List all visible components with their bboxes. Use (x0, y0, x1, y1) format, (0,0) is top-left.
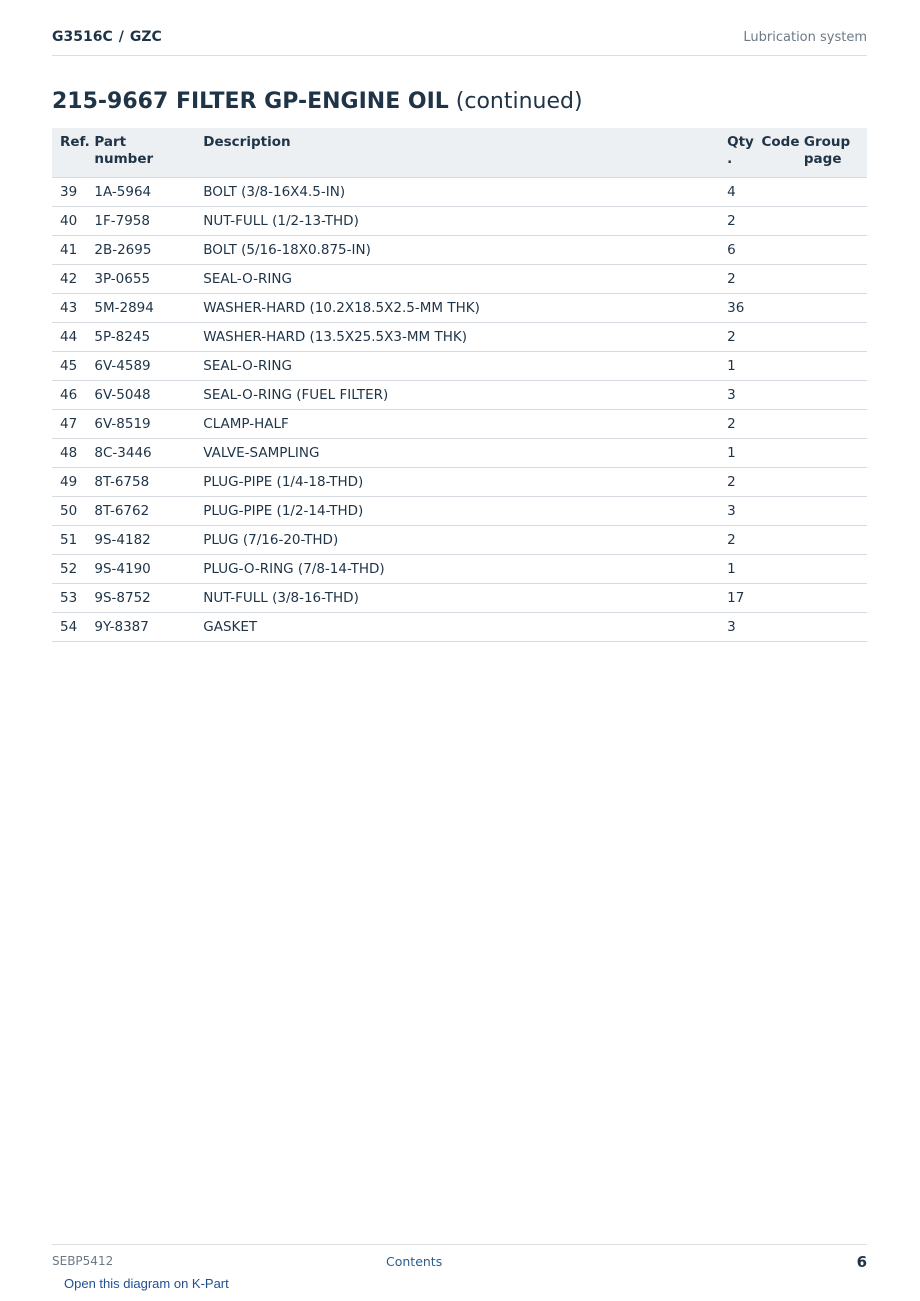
table-row (52, 236, 867, 265)
cell-part-number: 8T-6758 (86, 468, 195, 497)
cell-part-number: 2B-2695 (86, 236, 195, 265)
cell-part-number: 3P-0655 (86, 265, 195, 294)
cell-ref: 52 (52, 555, 86, 584)
cell-description: CLAMP-HALF (195, 410, 719, 439)
cell-group-page (796, 381, 867, 410)
column-header-code: Code (753, 128, 795, 178)
cell-ref: 39 (52, 178, 86, 207)
cell-ref: 44 (52, 323, 86, 352)
cell-part-number: 5M-2894 (86, 294, 195, 323)
cell-code (753, 207, 795, 236)
cell-ref: 50 (52, 497, 86, 526)
section-name: Lubrication system (743, 30, 867, 45)
cell-part-number: 8C-3446 (86, 439, 195, 468)
cell-code (753, 497, 795, 526)
cell-part-number: 6V-4589 (86, 352, 195, 381)
cell-part-number: 9S-8752 (86, 584, 195, 613)
cell-description: WASHER-HARD (13.5X25.5X3-MM THK) (195, 323, 719, 352)
parts-table (52, 128, 867, 642)
cell-qty: 17 (719, 584, 753, 613)
cell-code (753, 468, 795, 497)
table-row (52, 410, 867, 439)
table-row (52, 323, 867, 352)
cell-qty: 2 (719, 323, 753, 352)
cell-qty: 2 (719, 265, 753, 294)
column-header-ref: Ref. (52, 128, 86, 178)
cell-code (753, 236, 795, 265)
cell-qty: 1 (719, 439, 753, 468)
cell-ref: 46 (52, 381, 86, 410)
cell-group-page (796, 497, 867, 526)
cell-ref: 47 (52, 410, 86, 439)
cell-group-page (796, 323, 867, 352)
cell-qty: 1 (719, 352, 753, 381)
cell-part-number: 6V-5048 (86, 381, 195, 410)
cell-ref: 42 (52, 265, 86, 294)
cell-group-page (796, 178, 867, 207)
cell-code (753, 613, 795, 642)
column-header-qty: Qty . (719, 128, 753, 178)
table-row (52, 555, 867, 584)
cell-qty: 2 (719, 410, 753, 439)
cell-group-page (796, 555, 867, 584)
cell-ref: 51 (52, 526, 86, 555)
model-name: G3516C (52, 29, 113, 45)
serial-prefix: GZC (129, 29, 162, 45)
cell-ref: 40 (52, 207, 86, 236)
cell-part-number: 1A-5964 (86, 178, 195, 207)
cell-qty: 3 (719, 497, 753, 526)
cell-qty: 2 (719, 468, 753, 497)
column-header-description: Description (195, 128, 719, 178)
cell-code (753, 410, 795, 439)
table-row (52, 497, 867, 526)
cell-ref: 49 (52, 468, 86, 497)
table-row (52, 439, 867, 468)
cell-description: BOLT (3/8-16X4.5-IN) (195, 178, 719, 207)
cell-ref: 45 (52, 352, 86, 381)
page-footer (52, 1244, 867, 1301)
cell-qty: 36 (719, 294, 753, 323)
table-row (52, 381, 867, 410)
column-header-group-page: Group page (796, 128, 867, 178)
kpart-diagram-link[interactable]: Open this diagram on K-Part (64, 1276, 229, 1291)
model-breadcrumb (52, 29, 162, 45)
cell-qty: 3 (719, 381, 753, 410)
table-row (52, 265, 867, 294)
cell-qty: 2 (719, 207, 753, 236)
table-row (52, 207, 867, 236)
document-id: SEBP5412 (52, 1254, 114, 1268)
cell-part-number: 1F-7958 (86, 207, 195, 236)
cell-code (753, 265, 795, 294)
cell-code (753, 584, 795, 613)
cell-description: SEAL-O-RING (195, 352, 719, 381)
cell-code (753, 352, 795, 381)
cell-ref: 54 (52, 613, 86, 642)
cell-part-number: 9S-4182 (86, 526, 195, 555)
cell-description: NUT-FULL (3/8-16-THD) (195, 584, 719, 613)
cell-code (753, 323, 795, 352)
column-header-part-number: Part number (86, 128, 195, 178)
cell-group-page (796, 439, 867, 468)
table-row (52, 613, 867, 642)
table-row (52, 352, 867, 381)
cell-description: PLUG-O-RING (7/8-14-THD) (195, 555, 719, 584)
cell-part-number: 8T-6762 (86, 497, 195, 526)
contents-link[interactable]: Contents (386, 1254, 443, 1269)
cell-ref: 43 (52, 294, 86, 323)
breadcrumb-separator: / (118, 29, 124, 45)
cell-description: BOLT (5/16-18X0.875-IN) (195, 236, 719, 265)
cell-qty: 1 (719, 555, 753, 584)
cell-group-page (796, 236, 867, 265)
cell-group-page (796, 207, 867, 236)
cell-code (753, 381, 795, 410)
table-row (52, 294, 867, 323)
cell-part-number: 5P-8245 (86, 323, 195, 352)
table-row (52, 178, 867, 207)
cell-code (753, 439, 795, 468)
table-row (52, 526, 867, 555)
cell-group-page (796, 410, 867, 439)
title-suffix: (continued) (455, 89, 583, 114)
cell-description: GASKET (195, 613, 719, 642)
table-row (52, 468, 867, 497)
cell-group-page (796, 265, 867, 294)
table-row (52, 584, 867, 613)
cell-description: NUT-FULL (1/2-13-THD) (195, 207, 719, 236)
cell-group-page (796, 468, 867, 497)
cell-ref: 53 (52, 584, 86, 613)
cell-description: VALVE-SAMPLING (195, 439, 719, 468)
title-main: 215-9667 FILTER GP-ENGINE OIL (52, 89, 449, 114)
cell-qty: 2 (719, 526, 753, 555)
cell-description: WASHER-HARD (10.2X18.5X2.5-MM THK) (195, 294, 719, 323)
cell-description: SEAL-O-RING (195, 265, 719, 294)
cell-code (753, 555, 795, 584)
page-number: 6 (856, 1253, 867, 1271)
page-title (52, 89, 583, 114)
cell-description: PLUG (7/16-20-THD) (195, 526, 719, 555)
cell-group-page (796, 352, 867, 381)
cell-code (753, 294, 795, 323)
cell-qty: 4 (719, 178, 753, 207)
cell-code (753, 526, 795, 555)
cell-description: PLUG-PIPE (1/2-14-THD) (195, 497, 719, 526)
cell-part-number: 6V-8519 (86, 410, 195, 439)
cell-code (753, 178, 795, 207)
page-header (52, 28, 867, 56)
cell-part-number: 9S-4190 (86, 555, 195, 584)
cell-group-page (796, 584, 867, 613)
cell-group-page (796, 526, 867, 555)
cell-description: SEAL-O-RING (FUEL FILTER) (195, 381, 719, 410)
cell-part-number: 9Y-8387 (86, 613, 195, 642)
parts-table-header (52, 128, 867, 178)
cell-qty: 6 (719, 236, 753, 265)
cell-qty: 3 (719, 613, 753, 642)
cell-ref: 41 (52, 236, 86, 265)
cell-description: PLUG-PIPE (1/4-18-THD) (195, 468, 719, 497)
cell-ref: 48 (52, 439, 86, 468)
cell-group-page (796, 294, 867, 323)
parts-table-body (52, 178, 867, 642)
cell-group-page (796, 613, 867, 642)
